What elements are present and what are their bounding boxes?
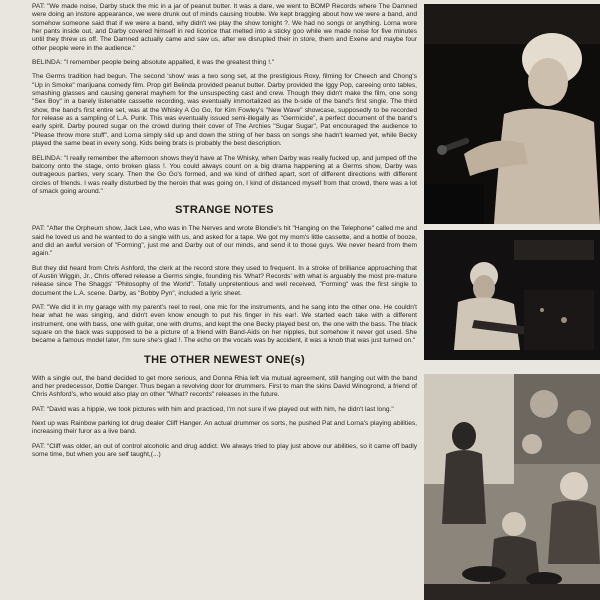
paragraph: PAT: "After the Orpheum show, Jack Lee, who was in The Nerves and wrote Blondie's hit "Hanging on the Telephone" called me and said he loved us and he wanted to do a single with us, and asked for a tape. We got my mom's little cassette, and a bottle of booze, and did an awful version of "Forming", just me and Darby out of our minds, and send it to those guys. We never heard from them again." — [32, 225, 417, 258]
paragraph: BELINDA: "I remember people being absolute appalled, it was the greatest thing !." — [32, 59, 275, 67]
paragraph: Next up was Rainbow parking lot drug dealer Cliff Hanger. An actual drummer os sorts, he pushed Pat and Lorna's playing abilities, increasing their furor as a live band. — [32, 420, 417, 436]
paragraph: PAT: "David was a hippie, we took pictures with him and practiced, I'm not sure if we played out with him, he didn't last long." — [32, 405, 394, 413]
section-heading-other-newest-ones: THE OTHER NEWEST ONE(s) — [144, 353, 305, 366]
paragraph: PAT: "We made noise, Darby stuck the mic in a jar of peanut butter. It was a dare, we went to BOMP Records where The Damned were doing an instore appearance, we were drunk out of minds causing trouble. We kept bragging about how we were a band, and somehow someone said that if we were a band, why didn't we play the show tonight ?. We had no songs or anything. Lorna wore her pants inside out, and Darby covered himself in red licorice that melted into a sticky goo while we made noise for five minutes until they threw us off. The Damned actually came and saw us, after we disrupted their in store, them and Exene and maybe four other people were in the audience." — [32, 3, 417, 52]
paragraph: BELINDA: "I really remember the afternoon shows they'd have at The Whisky, when Darby was really fucked up, and jumped off the balcony onto the stage, onto broken glass !. You could always count on a big drama happening at a Germs show, Darby was outrageous parties, very scary. Then the Go Go's formed, and we kind of drifted apart, sort of different directions with different circles of friends. I was really disturbed by the heroin that was going on, I kind of distanced myself from that crowd, there was a lot of smack going around." — [32, 154, 417, 195]
article-text-column — [32, 3, 417, 600]
paragraph: PAT: "We did it in my garage with my parent's reel to reel, one mic for the instruments, and he sang into the other one. He couldn't hear what he was singing, and didn't even know enough to put his finger in his ear!. We started each take with a different instrument, one with bass, one with guitar, one with drums, and kept the one Becky played best on, the one with the bass. The black square on the back was supposed to be a picture of a friend with Band-Aids on her nipples, but somehow it never got used. She became a famous model later, I'm sure she's glad !. The echo on the vocals was by accident, it was a knob that was just turned on." — [32, 303, 417, 345]
band-collage-photo-icon — [424, 374, 600, 600]
guitarist-photo-icon — [424, 230, 600, 360]
paragraph: PAT: "Cliff was older, an out of control alcoholic and drug addict. We always tried to play just above our abilities, so it came off badly some time, but when you are self taught,(...) — [32, 442, 417, 459]
section-heading-strange-notes: STRANGE NOTES — [175, 204, 274, 217]
paragraph: With a single out, the band decided to get more serious, and Donna Rhia left via mutual agreement, still hanging out with the band and her predecessor, Dottie Danger. Thus began a revolving door for drummers. First to man the skins David Winogrond, a friend of Chris Ashford's, who would also play on other "What? records" releases in the future. — [32, 374, 417, 399]
paragraph: But they did heard from Chris Ashford, the clerk at the record store they used to frequent. In a stroke of brilliance approaching that of Austin Wiggin, Jr., Chris offered release a Germs single, founding his 'What? Records' with what is arguably the most pre-mature release since The Shaggs' "Philosophy of the World". Totally unpretentious and well received, "Forming" was the first single to document the L.A. scene. Darby, as "Bobby Pyn", included a lyric sheet. — [32, 264, 417, 297]
paragraph: The Germs tradition had begun. The second 'show' was a two song set, at the prestigious Roxy, filming for Cheech and Chong's "Up in Smoke" marijuana comedy film. Prop girl Belinda provided peanut butter. Darby provided the Iggy Pop, careeing onto tables, smashing glasses and causing general mayhem for the unsuspecting cast and crew. Though they didn't make the film, one song "Sex Boy" in a barely listenable cassette recording, was eventually immortalized as the b-side of the band's first single. The third show, the band's first entire set, was at the Whisky A Go Go, for Kim Fowley's "New Wave" showcase, supposedly to be recorded for release as a sampling of L.A. Punk. This was eventually issued semi-illegally as "Germicide", a perfect document of the band's early spirit. Darby poured sugar on the crowd during their cover of The Archies "Sugar Sugar", Pat encouraged the audience to "Please throw more stuff", and Lorna simply slid up and down the string of her bass on songs she hadn't learned yet, while Becky played the same beat in every song. Kids being brats is probably the best description. — [32, 73, 417, 148]
singer-photo-icon — [424, 4, 600, 224]
